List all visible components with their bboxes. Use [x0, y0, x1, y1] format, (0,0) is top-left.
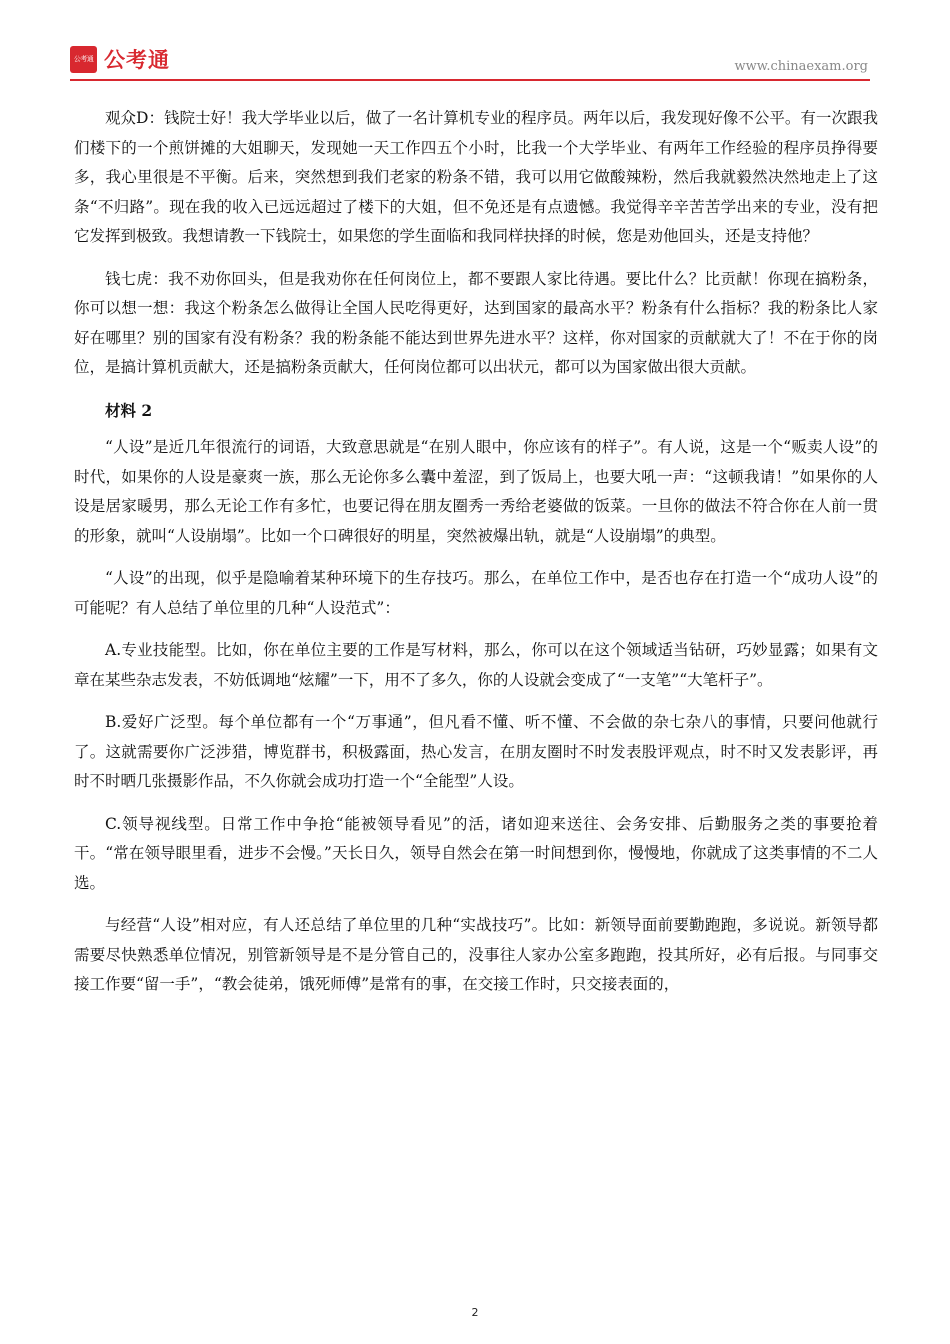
paragraph: 与经营“人设”相对应，有人还总结了单位里的几种“实战技巧”。比如：新领导面前要勤跑跑，多说说。新领导都需要尽快熟悉单位情况，别管新领导是不是分管自己的，没事往人家办公室多跑跑，投其所好，必有后报。与同事交接工作要“留一手”，“教会徒弟，饿死师傅”是常有的事，在交接工作时，只交接表面的，	[74, 916, 878, 993]
paragraph: A.专业技能型。比如，你在单位主要的工作是写材料，那么，你可以在这个领域适当钻研，巧妙显露；如果有文章在某些杂志发表，不妨低调地“炫耀”一下，用不了多久，你的人设就会变成了“一支笔”“大笔杆子”。	[74, 641, 878, 689]
page-header	[70, 44, 870, 78]
paragraph: B.爱好广泛型。每个单位都有一个“万事通”，但凡看不懂、听不懂、不会做的杂七杂八的事情，只要问他就行了。这就需要你广泛涉猎，博览群书，积极露面，热心发言，在朋友圈时不时发表股评观点，时不时又发表影评，再时不时晒几张摄影作品，不久你就会成功打造一个“全能型”人设。	[74, 713, 878, 790]
page-number: 2	[471, 1306, 479, 1319]
section-heading: 材料 2	[105, 400, 153, 420]
paragraph: 观众D：钱院士好！我大学毕业以后，做了一名计算机专业的程序员。两年以后，我发现好像不公平。有一次跟我们楼下的一个煎饼摊的大姐聊天，发现她一天工作四五个小时，比我一个大学毕业、有两年工作经验的程序员挣得要多，我心里很是不平衡。后来，突然想到我们老家的粉条不错，我可以用它做酸辣粉，然后我就毅然决然地走上了这条“不归路”。现在我的收入已远远超过了楼下的大姐，但不免还是有点遗憾。我觉得辛辛苦苦学出来的专业，没有把它发挥到极致。我想请教一下钱院士，如果您的学生面临和我同样抉择的时候，您是劝他回头，还是支持他？	[74, 109, 878, 245]
paragraph: C.领导视线型。日常工作中争抢“能被领导看见”的活，诸如迎来送往、会务安排、后勤服务之类的事要抢着干。“常在领导眼里看，进步不会慢。”天长日久，领导自然会在第一时间想到你，慢慢地，你就成了这类事情的不二人选。	[74, 814, 878, 892]
header-divider	[70, 79, 870, 81]
document-body	[74, 104, 878, 1013]
site-url[interactable]: www.chinaexam.org	[734, 59, 868, 74]
logo-text: 公考通	[104, 48, 170, 72]
paragraph: “人设”是近几年很流行的词语，大致意思就是“在别人眼中，你应该有的样子”。有人说，这是一个“贩卖人设”的时代，如果你的人设是豪爽一族，那么无论你多么囊中羞涩，到了饭局上，也要大吼一声：“这顿我请！”如果你的人设是居家暖男，那么无论工作有多忙，也要记得在朋友圈秀一秀给老婆做的饭菜。一旦你的做法不符合你在人前一贯的形象，就叫“人设崩塌”。比如一个口碑很好的明星，突然被爆出轨，就是“人设崩塌”的典型。	[74, 438, 878, 545]
paragraph: 钱七虎：我不劝你回头，但是我劝你在任何岗位上，都不要跟人家比待遇。要比什么？比贡献！你现在搞粉条，你可以想一想：我这个粉条怎么做得让全国人民吃得更好，达到国家的最高水平？粉条有什么指标？我的粉条比人家好在哪里？别的国家有没有粉条？我的粉条能不能达到世界先进水平？这样，你对国家的贡献就大了！不在于你的岗位，是搞计算机贡献大，还是搞粉条贡献大，任何岗位都可以出状元，都可以为国家做出很大贡献。	[74, 269, 878, 376]
logo-icon: 公考通	[70, 46, 97, 73]
paragraph: “人设”的出现，似乎是隐喻着某种环境下的生存技巧。那么，在单位工作中，是否也存在打造一个“成功人设”的可能呢？有人总结了单位里的几种“人设范式”：	[74, 569, 878, 617]
